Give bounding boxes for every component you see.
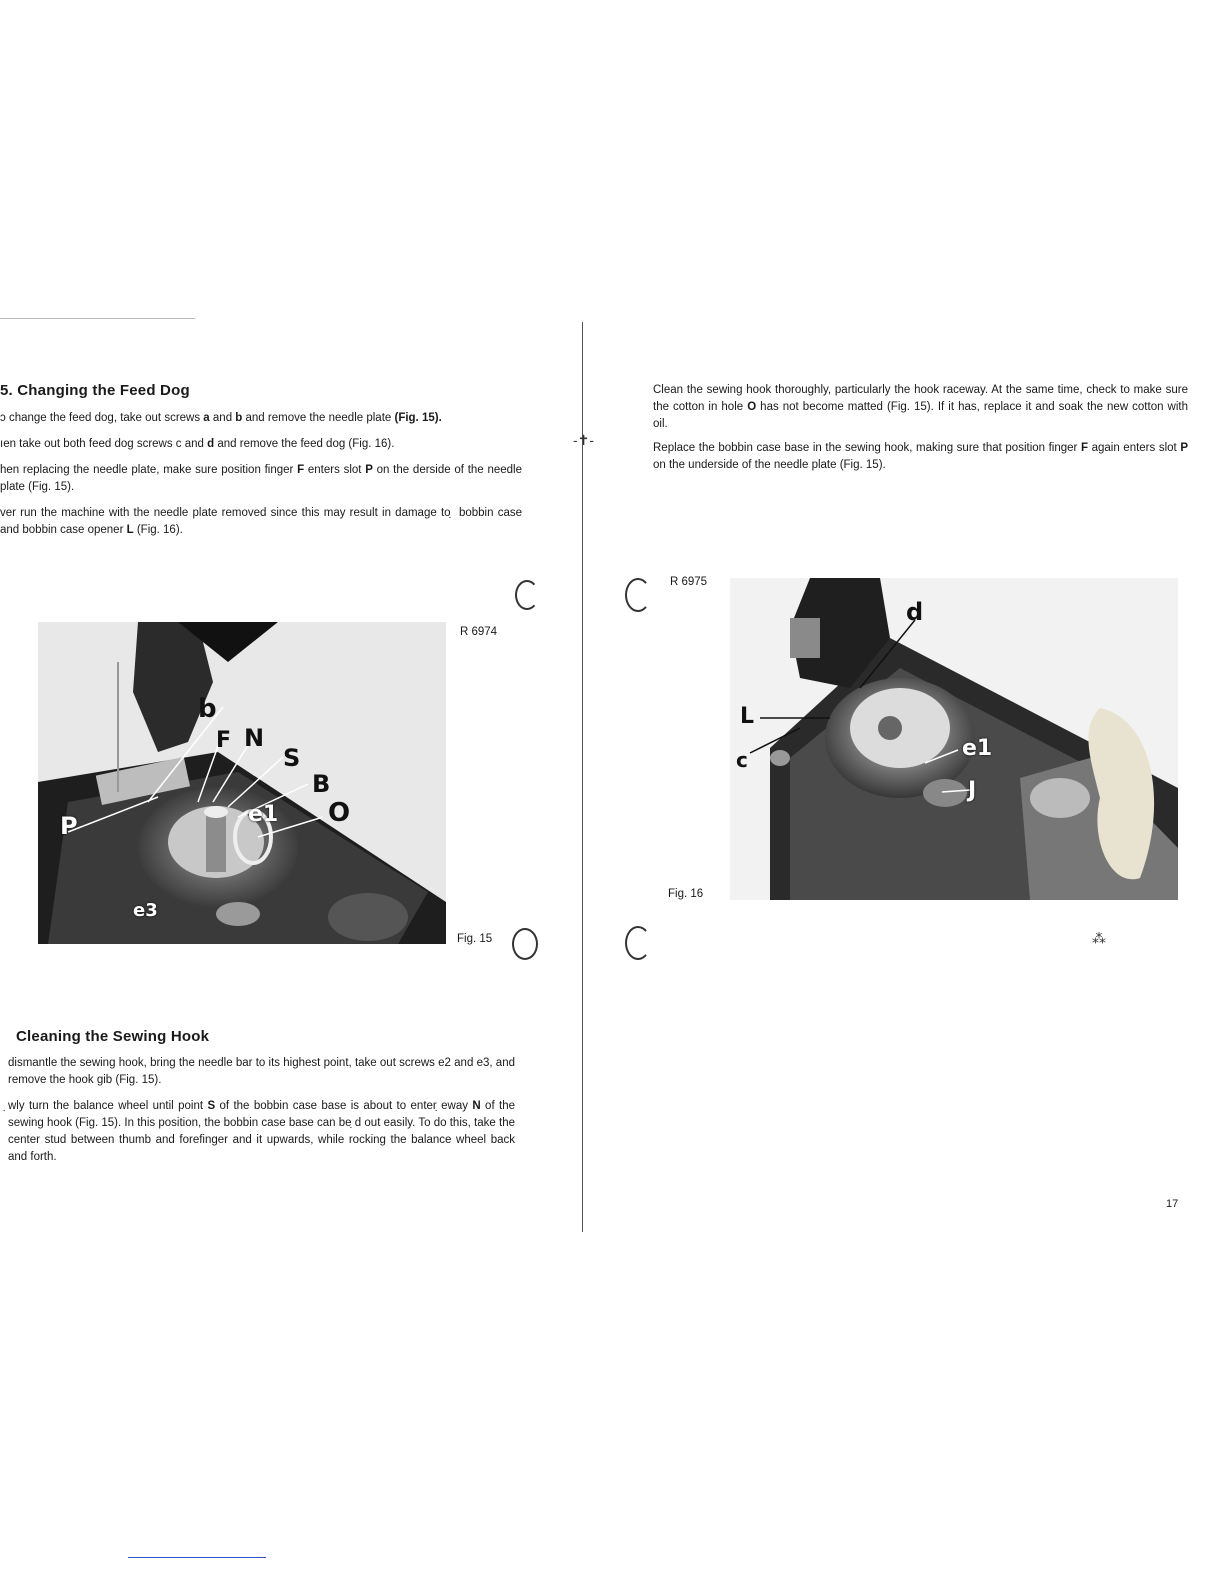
punch-hole-mark bbox=[512, 928, 538, 960]
figure-15-label-P: P bbox=[60, 812, 78, 840]
section-6-paragraph-2: ̣wly turn the balance wheel until point S of the bobbin case base is about to enter ̣eway N of the sewing hook (Fig. 15). In this position, the bobbin case base can be ̣d out easily. To do this, take the center stud between thumb and forefinger and it upwards, while rocking the balance wheel back and forth. bbox=[8, 1100, 516, 1163]
figure-15-label-N: N bbox=[244, 724, 265, 752]
figure-15-label-F: F bbox=[216, 728, 232, 753]
section-6-title: Cleaning the Sewing Hook bbox=[16, 1028, 210, 1045]
figure-15-label-B: B bbox=[312, 770, 331, 798]
figure-16-label-c: c bbox=[736, 748, 748, 772]
section-5-paragraph-2: ıen take out both feed dog screws c and d and remove the feed dog (Fig. 16). bbox=[0, 438, 395, 450]
figure-15-label-O: O bbox=[328, 798, 351, 828]
section-5-paragraph-3: hen replacing the needle plate, make sure position finger F enters slot P on the derside of the needle plate (Fig. 15). bbox=[0, 464, 522, 493]
spine-mark: -✝- bbox=[573, 432, 595, 448]
section-5-paragraph-4: ̣ver run the machine with the needle plate removed since this may result in damage to ̣ bobbin case and bobbin case opener L (Fig. 16). bbox=[0, 507, 522, 536]
left-top-rule bbox=[0, 318, 195, 319]
punch-hole-mark bbox=[515, 580, 539, 610]
right-paragraph-2: Replace the bobbin case base in the sewing hook, making sure that position finger F again enters slot P on the underside of the needle plate (Fig. 15). bbox=[653, 442, 1188, 471]
figure-15-label-S: S bbox=[283, 744, 301, 772]
section-5-title: 5. Changing the Feed Dog bbox=[0, 382, 190, 399]
figure-16-label-e1: e1 bbox=[962, 736, 993, 761]
speck-mark: ⁂ bbox=[1092, 930, 1106, 946]
figure-16-label-L: L bbox=[740, 704, 755, 729]
punch-hole-mark bbox=[625, 578, 651, 612]
figure-15-illustration bbox=[38, 622, 446, 944]
figure-15-reference: R 6974 bbox=[460, 626, 498, 638]
page-spine bbox=[582, 322, 583, 1232]
figure-16-illustration bbox=[730, 578, 1178, 900]
section-6-paragraph-1: dismantle the sewing hook, bring the needle bar to its highest point, take out screws e2 and e3, and remove the hook gib (Fig. 15). bbox=[8, 1057, 515, 1086]
bottom-link-rule bbox=[128, 1557, 266, 1558]
punch-hole-mark bbox=[625, 926, 651, 960]
figure-15-photo bbox=[38, 622, 446, 944]
figure-16-label-d: d bbox=[906, 598, 924, 626]
figure-16-caption: Fig. 16 bbox=[668, 888, 704, 900]
right-paragraph-1: Clean the sewing hook thoroughly, particularly the hook raceway. At the same time, check to make sure the cotton in hole O has not become matted (Fig. 15). If it has, replace it and soak the new cotton with oil. bbox=[653, 384, 1188, 430]
figure-15-label-b: b bbox=[198, 694, 217, 724]
section-5-paragraph-1: ɔ change the feed dog, take out screws a and b and remove the needle plate (Fig. 15). bbox=[0, 412, 442, 424]
figure-16-photo bbox=[730, 578, 1178, 900]
page-number: 17 bbox=[1166, 1198, 1179, 1210]
figure-16-label-J: J bbox=[968, 778, 977, 803]
figure-15-caption: Fig. 15 bbox=[457, 933, 493, 945]
figure-15-label-e3: e3 bbox=[133, 900, 158, 921]
figure-16-reference: R 6975 bbox=[670, 576, 708, 588]
figure-15-label-e1: e1 bbox=[248, 802, 279, 827]
